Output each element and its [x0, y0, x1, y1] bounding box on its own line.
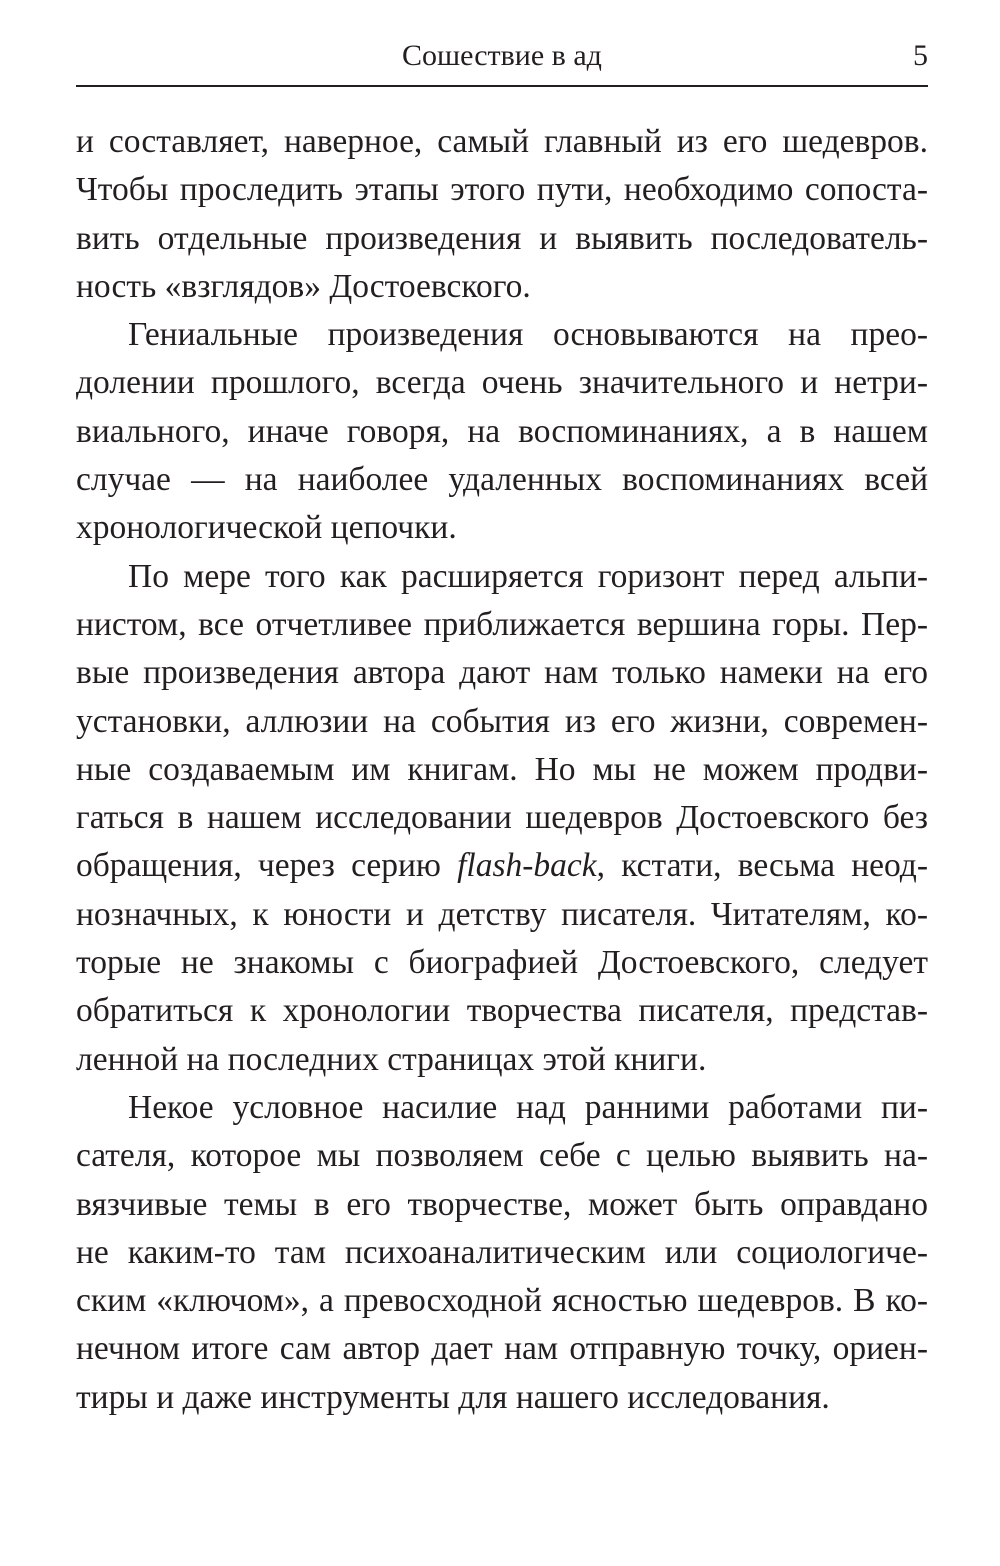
- text-line: случае — на наиболее удаленных воспоминаниях всей: [76, 461, 928, 499]
- paragraph-2: [76, 311, 928, 552]
- text-line: вые произведения автора дают нам только намеки на его: [76, 654, 928, 692]
- book-page: [76, 0, 928, 1566]
- running-title: Сошествие в ад: [402, 39, 602, 72]
- text-line: установки, аллюзии на события из его жизни, современ-: [76, 702, 928, 740]
- text-line: По мере того как расширяется горизонт перед альпи-: [128, 557, 928, 595]
- text-line: долении прошлого, всегда очень значительного и нетри-: [76, 364, 928, 402]
- text-line: ленной на последних страницах этой книги.: [76, 1040, 707, 1078]
- text-line: Гениальные произведения основываются на прео-: [128, 316, 928, 354]
- text-line: Некое условное насилие над ранними работами пи-: [128, 1088, 928, 1126]
- paragraph-4: [76, 1084, 928, 1422]
- text-line: Чтобы проследить этапы этого пути, необходимо сопоста-: [76, 171, 928, 209]
- text-line: ским «ключом», а превосходной ясностью шедевров. В ко-: [76, 1282, 928, 1320]
- italic-term: flash-back: [457, 847, 597, 885]
- text-line: гаться в нашем исследовании шедевров Достоевского без: [76, 799, 928, 837]
- header-rule: [76, 85, 928, 87]
- text-line: нистом, все отчетливее приближается вершина горы. Пер-: [76, 605, 928, 643]
- text-line: вить отдельные произведения и выявить последователь-: [76, 219, 928, 257]
- text-line: тиры и даже инструменты для нашего исследования.: [76, 1378, 830, 1416]
- text-line: не каким-то там психоаналитическим или социологиче-: [76, 1233, 928, 1271]
- text-line: ные создаваемым им книгам. Но мы не можем продви-: [76, 750, 928, 788]
- text-line: ность «взглядов» Достоевского.: [76, 267, 531, 305]
- text-line: нечном итоге сам автор дает нам отправную точку, ориен-: [76, 1330, 928, 1368]
- text-line: и составляет, наверное, самый главный из его шедевров.: [76, 123, 928, 160]
- text-line: виального, иначе говоря, на воспоминаниях, а в нашем: [76, 412, 928, 450]
- page-number: 5: [913, 39, 928, 72]
- text-line: сателя, которое мы позволяем себе с целью выявить на-: [76, 1137, 928, 1175]
- text-run: , кстати, весьма неод-: [596, 847, 928, 885]
- text-line-with-italic: [76, 842, 928, 890]
- paragraph-1: [76, 118, 928, 311]
- running-head: [76, 36, 928, 80]
- text-run: обращения, через серию: [76, 847, 458, 885]
- text-line: нозначных, к юности и детству писателя. Читателям, ко-: [76, 895, 928, 933]
- text-line: хронологической цепочки.: [76, 509, 457, 547]
- paragraph-3: [76, 553, 928, 1084]
- text-line: обратиться к хронологии творчества писателя, представ-: [76, 992, 928, 1030]
- text-line: торые не знакомы с биографией Достоевского, следует: [76, 944, 928, 982]
- text-line: вязчивые темы в его творчестве, может быть оправдано: [76, 1185, 928, 1223]
- body-text: [76, 118, 928, 1422]
